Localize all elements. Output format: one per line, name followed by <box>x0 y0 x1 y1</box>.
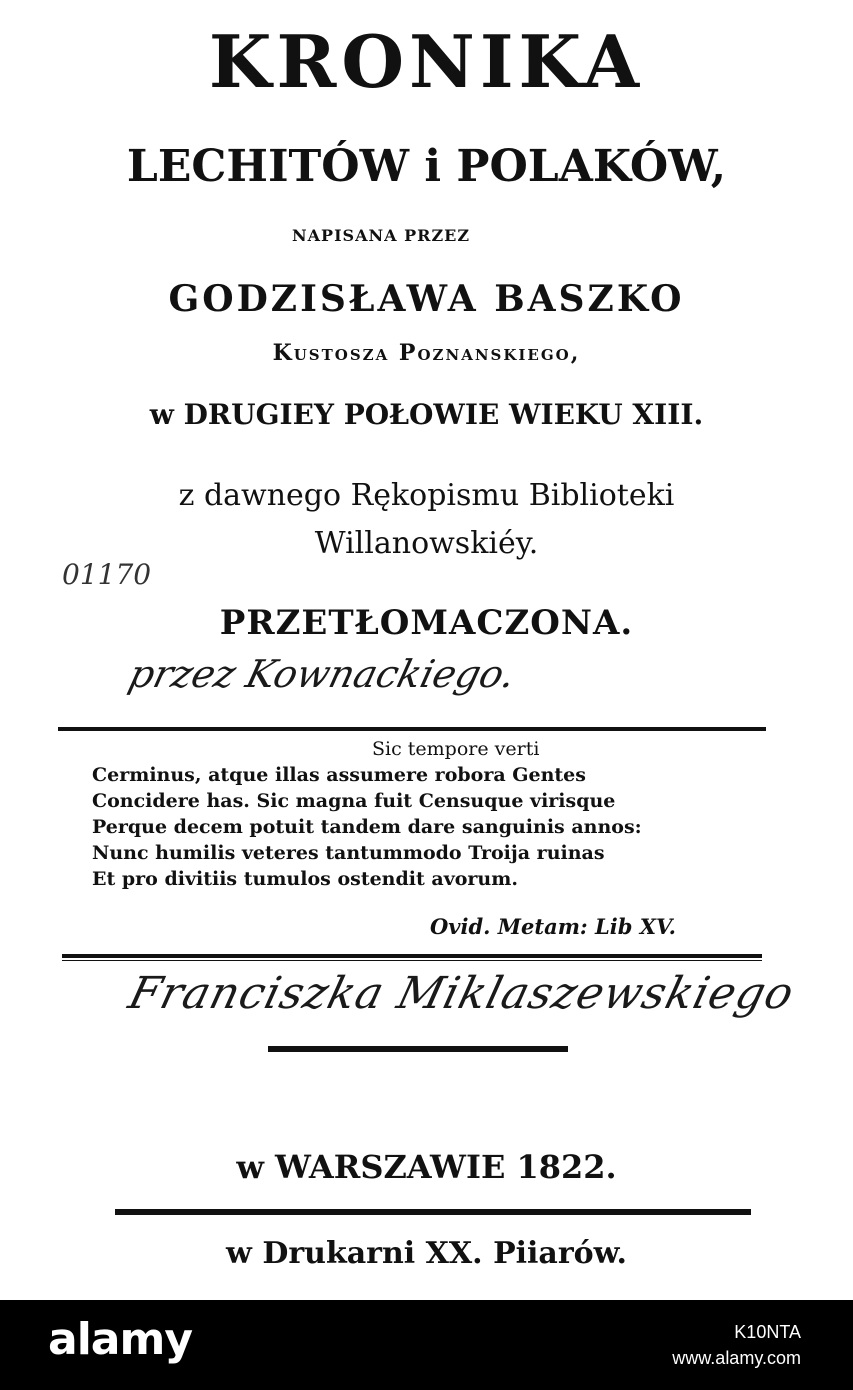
epigraph-line: Sic tempore verti <box>372 738 540 760</box>
printer-line: w Drukarni XX. Piiarów. <box>226 1236 627 1271</box>
source-line-2: Willanowskiéy. <box>314 526 539 561</box>
author-role: Kustosza Poznanskiego, <box>272 340 581 366</box>
place-and-year: w WARSZAWIE 1822. <box>236 1148 617 1186</box>
translated-label: PRZETŁOMACZONA. <box>219 603 634 643</box>
divider-rule-top <box>58 727 766 731</box>
image-id: K10NTA <box>734 1322 801 1342</box>
handwritten-translator: przez Kownackiego. <box>124 652 521 696</box>
site-url: www.alamy.com <box>672 1348 801 1368</box>
epigraph-source: Ovid. Metam: Lib XV. <box>430 914 676 939</box>
stock-footer-bar <box>0 1300 853 1390</box>
handwritten-owner-signature: Franciszka Miklaszewskiego <box>123 968 800 1019</box>
ornament-rule-short <box>268 1046 568 1052</box>
book-title: KRONIKA <box>208 19 645 104</box>
alamy-logo: alamy <box>48 1314 192 1365</box>
divider-rule-middle <box>62 954 762 958</box>
period-line: w DRUGIEY POŁOWIE WIEKU XIII. <box>149 398 704 431</box>
epigraph-line: Perque decem potuit tandem dare sanguinis annos: <box>92 816 642 838</box>
source-line-1: z dawnego Rękopismu Biblioteki <box>178 478 675 513</box>
handwritten-catalog-mark: 01170 <box>62 558 152 591</box>
written-by-label: NAPISANA PRZEZ <box>292 226 471 245</box>
divider-rule-middle-thin <box>62 960 762 961</box>
epigraph <box>92 736 732 892</box>
epigraph-line: Cerminus, atque illas assumere robora Gentes <box>92 764 586 786</box>
epigraph-line: Et pro divitiis tumulos ostendit avorum. <box>92 868 518 890</box>
epigraph-line: Nunc humilis veteres tantummodo Troija ruinas <box>92 842 605 864</box>
epigraph-line: Concidere has. Sic magna fuit Censuque virisque <box>92 790 616 812</box>
book-subtitle: LECHITÓW i POLAKÓW, <box>126 141 727 192</box>
ornament-rule-long <box>115 1209 751 1215</box>
author-name: GODZISŁAWA BASZKO <box>168 278 685 320</box>
